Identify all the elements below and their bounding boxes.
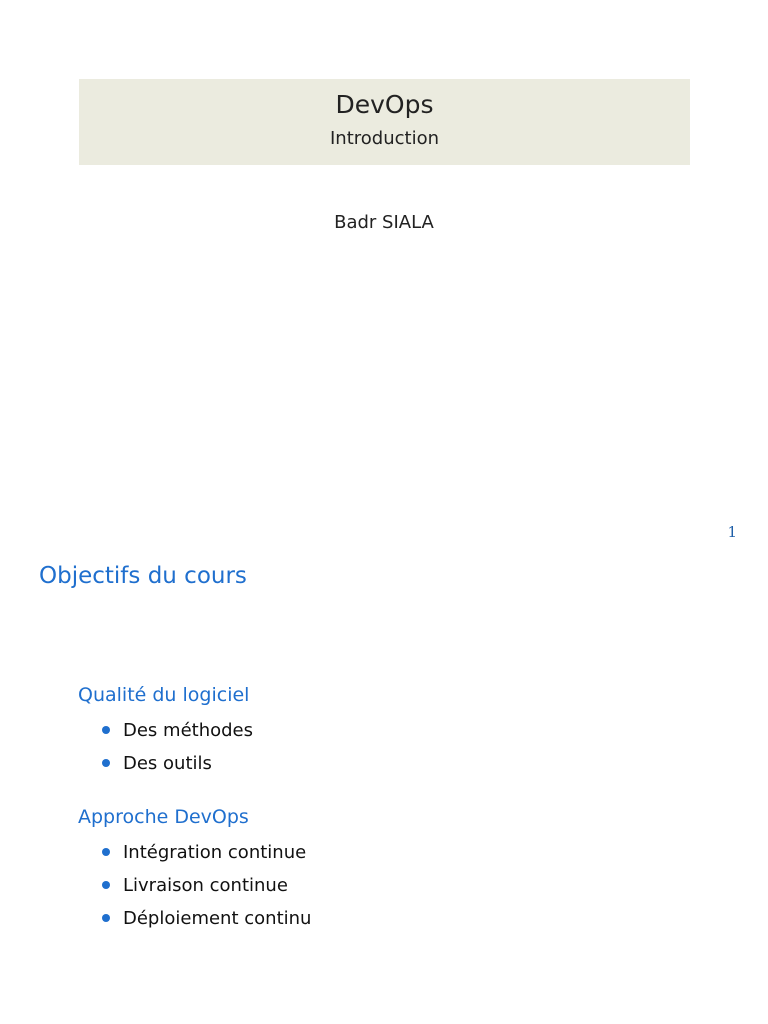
list-item-text: Livraison continue <box>123 875 288 896</box>
list-item-text: Intégration continue <box>123 842 307 863</box>
objectives-slide <box>0 552 768 1024</box>
presentation-title: DevOps <box>335 90 434 119</box>
author-name: Badr SIALA <box>334 212 434 233</box>
bullet-icon <box>102 881 110 889</box>
title-box <box>79 79 690 165</box>
bullet-list <box>78 714 253 780</box>
list-item <box>78 869 311 902</box>
frame-title: Objectifs du cours <box>39 563 247 589</box>
bullet-icon <box>102 726 110 734</box>
block-software-quality <box>78 682 253 780</box>
presentation-subtitle: Introduction <box>329 128 439 149</box>
bullet-icon <box>102 759 110 767</box>
list-item-text: Des outils <box>123 753 212 774</box>
list-item-text: Des méthodes <box>123 720 253 741</box>
list-item-text: Déploiement continu <box>123 908 312 929</box>
bullet-icon <box>102 914 110 922</box>
list-item <box>78 714 253 747</box>
bullet-list <box>78 836 311 935</box>
block-title: Approche DevOps <box>78 806 249 828</box>
bullet-icon <box>102 848 110 856</box>
list-item <box>78 902 311 935</box>
list-item <box>78 836 311 869</box>
list-item <box>78 747 253 780</box>
block-devops-approach <box>78 804 311 935</box>
block-title: Qualité du logiciel <box>78 684 250 706</box>
page-number: 1 <box>727 523 737 541</box>
